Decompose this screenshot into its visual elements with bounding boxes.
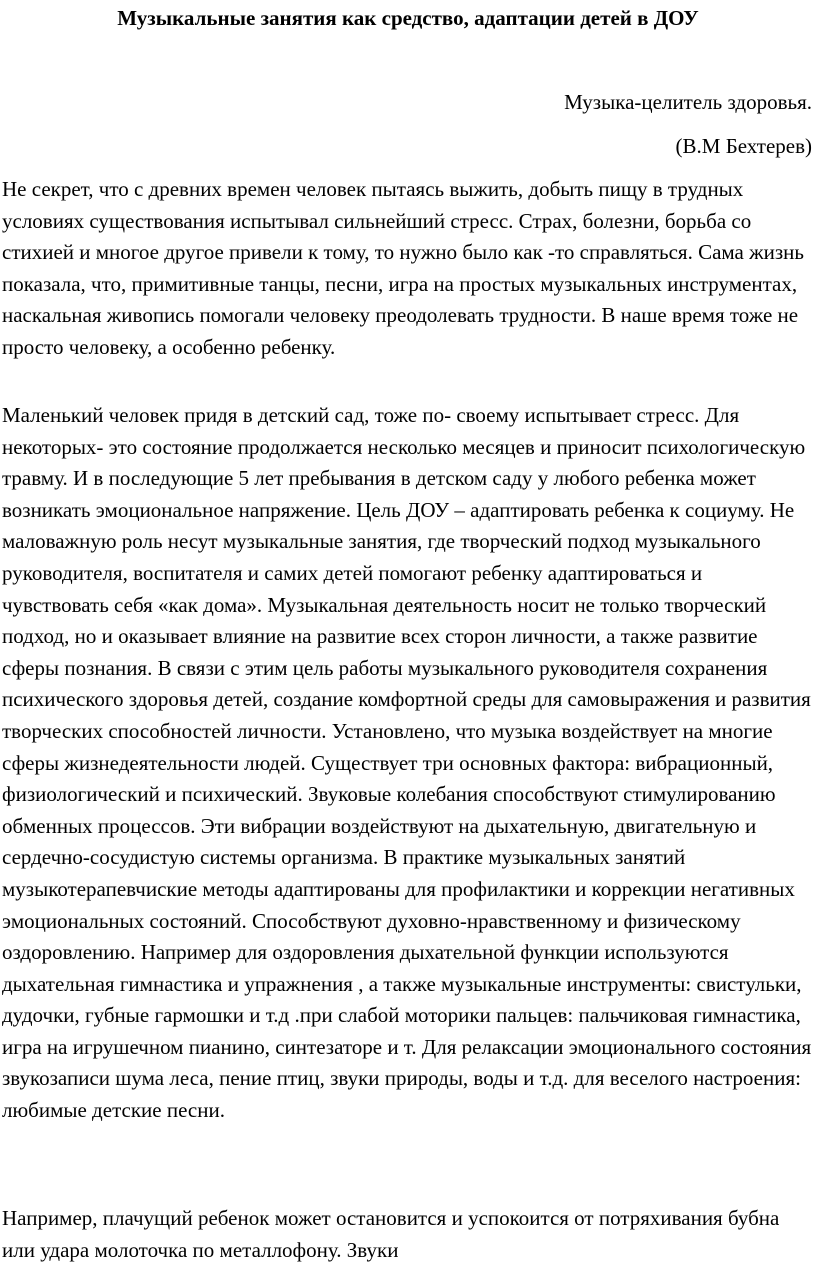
epigraph-quote: Музыка-целитель здоровья. — [564, 90, 812, 114]
epigraph-author: (В.М Бехтерев) — [675, 134, 812, 158]
paragraph-2: Маленький человек придя в детский сад, тоже по- своему испытывает стресс. Для некоторых- это состояние продолжается несколько месяцев и приносит психологическую травму. И в последующие 5 лет пребывания в детском саду у любого ребенка может возникать эмоциональное напряжение. Цель ДОУ – адаптировать ребенка к социуму. Не маловажную роль несут музыкальные занятия, где творческий подход музыкального руководителя, воспитателя и самих детей помогают ребенку адаптироваться и чувствовать себя «как дома». Музыкальная деятельность носит не только творческий подход, но и оказывает влияние на развитие всех сторон личности, а также развитие сферы познания. В связи с этим цель работы музыкального руководителя сохранения психического здоровья детей, создание комфортной среды для самовыражения и развития творческих способностей личности. Установлено, что музыка воздействует на многие сферы жизнедеятельности людей. Существует три основных фактора: вибрационный, физиологический и психический. Звуковые колебания способствуют стимулированию обменных процессов. Эти вибрации воздействуют на дыхательную, двигательную и сердечно-сосудистую системы организма. В практике музыкальных занятий музыкотерапевчиские методы адаптированы для профилактики и коррекции негативных эмоциональных состояний. Способствуют духовно-нравственному и физическому оздоровлению. Например для оздоровления дыхательной функции используются дыхательная гимнастика и упражнения , а также музыкальные инструменты: свистульки, дудочки, губные гармошки и т.д .при слабой моторики пальцев: пальчиковая гимнастика, игра на игрушечном пианино, синтезаторе и т. Для релаксации эмоционального состояния звукозаписи шума леса, пение птиц, звуки природы, воды и т.д. для веселого настроения: любимые детские песни. — [2, 403, 812, 1123]
paragraph-1: Не секрет, что с древних времен человек пытаясь выжить, добыть пищу в трудных условиях существования испытывал сильнейший стресс. Страх, болезни, борьба со стихией и многое другое привели к тому, то нужно было как -то справляться. Сама жизнь показала, что, примитивные танцы, песни, игра на простых музыкальных инструментах, наскальная живопись помогали человеку преодолевать трудности. В наше время тоже не просто человеку, а особенно ребенку. — [2, 177, 804, 359]
paragraph-3: Например, плачущий ребенок может остановится и успокоится от потряхивания бубна или удара молоточка по металлофону. Звуки — [2, 1206, 780, 1262]
document-title: Музыкальные занятия как средство, адаптации детей в ДОУ — [117, 6, 699, 30]
